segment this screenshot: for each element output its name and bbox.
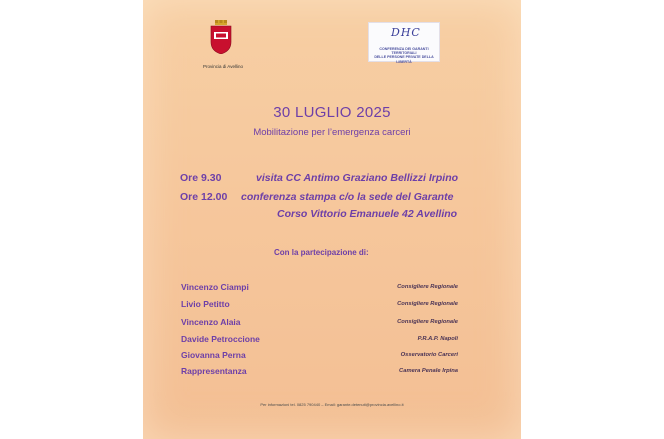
participant-name: Vincenzo Alaia bbox=[181, 317, 241, 327]
participant-role: P.R.A.P. Napoli bbox=[417, 336, 458, 342]
participant-role: Consigliere Regionale bbox=[397, 301, 458, 307]
participant-role: Consigliere Regionale bbox=[397, 284, 458, 290]
schedule-description: conferenza stampa c/o la sede del Garante bbox=[241, 191, 454, 203]
schedule-time: Ore 12.00 bbox=[180, 191, 228, 203]
schedule-description: visita CC Antimo Graziano Bellizzi Irpino bbox=[256, 172, 459, 184]
province-crest-icon bbox=[209, 20, 233, 54]
participant-name: Livio Petitto bbox=[181, 299, 230, 309]
participant-role: Camera Penale Irpina bbox=[399, 368, 458, 374]
participants-intro: Con la partecipazione di: bbox=[274, 248, 369, 257]
flyer-sheet bbox=[143, 0, 521, 439]
participant-name: Vincenzo Ciampi bbox=[181, 282, 249, 292]
participant-name: Giovanna Perna bbox=[181, 350, 246, 360]
participant-name: Davide Petroccione bbox=[181, 334, 260, 344]
schedule-time: Ore 9.30 bbox=[180, 172, 222, 184]
logo-text: CONFERENZA DEI GARANTI TERRITORIALI DELLE PERSONE PRIVATE DELLA LIBERTÀ bbox=[374, 47, 434, 64]
event-date: 30 LUGLIO 2025 bbox=[273, 104, 391, 121]
participant-role: Osservatorio Carceri bbox=[400, 352, 458, 358]
logo-mark: DHC bbox=[391, 26, 421, 39]
contact-footer: Per informazioni tel. 0825 790440 – Email: garante.detenuti@provincia.avellino.it bbox=[260, 402, 404, 407]
participant-name: Rappresentanza bbox=[181, 366, 247, 376]
garanti-logo bbox=[368, 22, 440, 62]
event-subtitle: Mobilitazione per l’emergenza carceri bbox=[253, 127, 411, 138]
schedule-address: Corso Vittorio Emanuele 42 Avellino bbox=[277, 208, 458, 220]
crest-label: Provincia di Avellino bbox=[203, 64, 243, 69]
participant-role: Consigliere Regionale bbox=[397, 319, 458, 325]
